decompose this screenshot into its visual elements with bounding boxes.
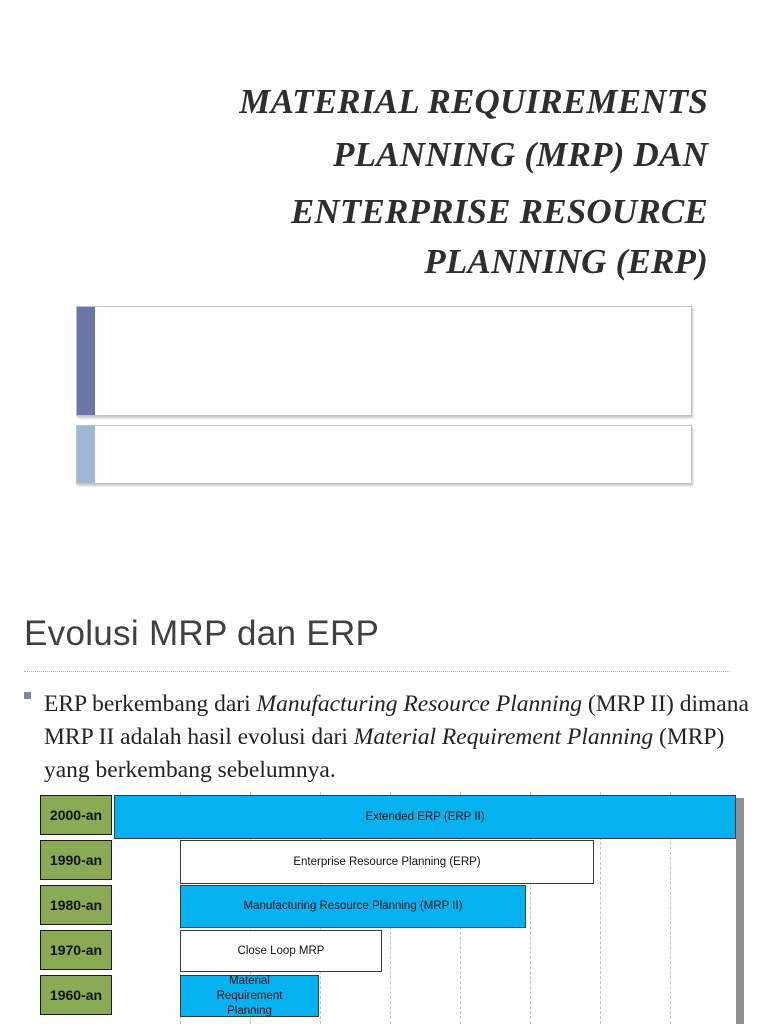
year-label-1990: 1990-an (40, 840, 112, 880)
title-line-3: ENTERPRISE RESOURCE (290, 192, 708, 231)
title-line-4: PLANNING (ERP) (424, 242, 708, 281)
subtitle-box-accent (77, 307, 95, 415)
title-line-2: PLANNING (MRP) DAN (333, 135, 708, 174)
bar-shadow (736, 798, 744, 1024)
bullet-marker (24, 692, 31, 699)
bullet-text (44, 688, 762, 787)
year-label-1980: 1980-an (40, 885, 112, 925)
era-bar-mrp2: Manufacturing Resource Planning (MRP II) (180, 885, 526, 928)
title-divider (24, 671, 730, 672)
year-label-2000: 2000-an (40, 795, 112, 835)
subtitle-box (76, 306, 692, 416)
slide-title: Evolusi MRP dan ERP (24, 614, 380, 653)
year-label-1970: 1970-an (40, 930, 112, 970)
era-bar-extended-erp: Extended ERP (ERP II) (114, 795, 736, 839)
author-box-accent (77, 426, 95, 483)
content-slide (0, 560, 768, 1024)
bullet-part: (MRP) yang berkembang sebelumnya. (44, 724, 725, 783)
bullet-part: (MRP II) dimana MRP II adalah hasil evolusi dari (44, 691, 749, 750)
evolution-timeline (40, 792, 750, 1024)
author-box (76, 425, 692, 484)
bullet-term-mrp: Material Requirement Planning (353, 724, 654, 750)
title-line-1: MATERIAL REQUIREMENTS (239, 82, 708, 121)
era-bar-close-loop: Close Loop MRP (180, 930, 382, 972)
bullet-part: ERP berkembang dari (44, 691, 257, 717)
bullet-term-mrp2: Manufacturing Resource Planning (256, 691, 583, 717)
era-bar-erp: Enterprise Resource Planning (ERP) (180, 840, 594, 884)
year-label-1960: 1960-an (40, 975, 112, 1015)
era-bar-mrp: Material Requirement Planning (180, 975, 319, 1017)
